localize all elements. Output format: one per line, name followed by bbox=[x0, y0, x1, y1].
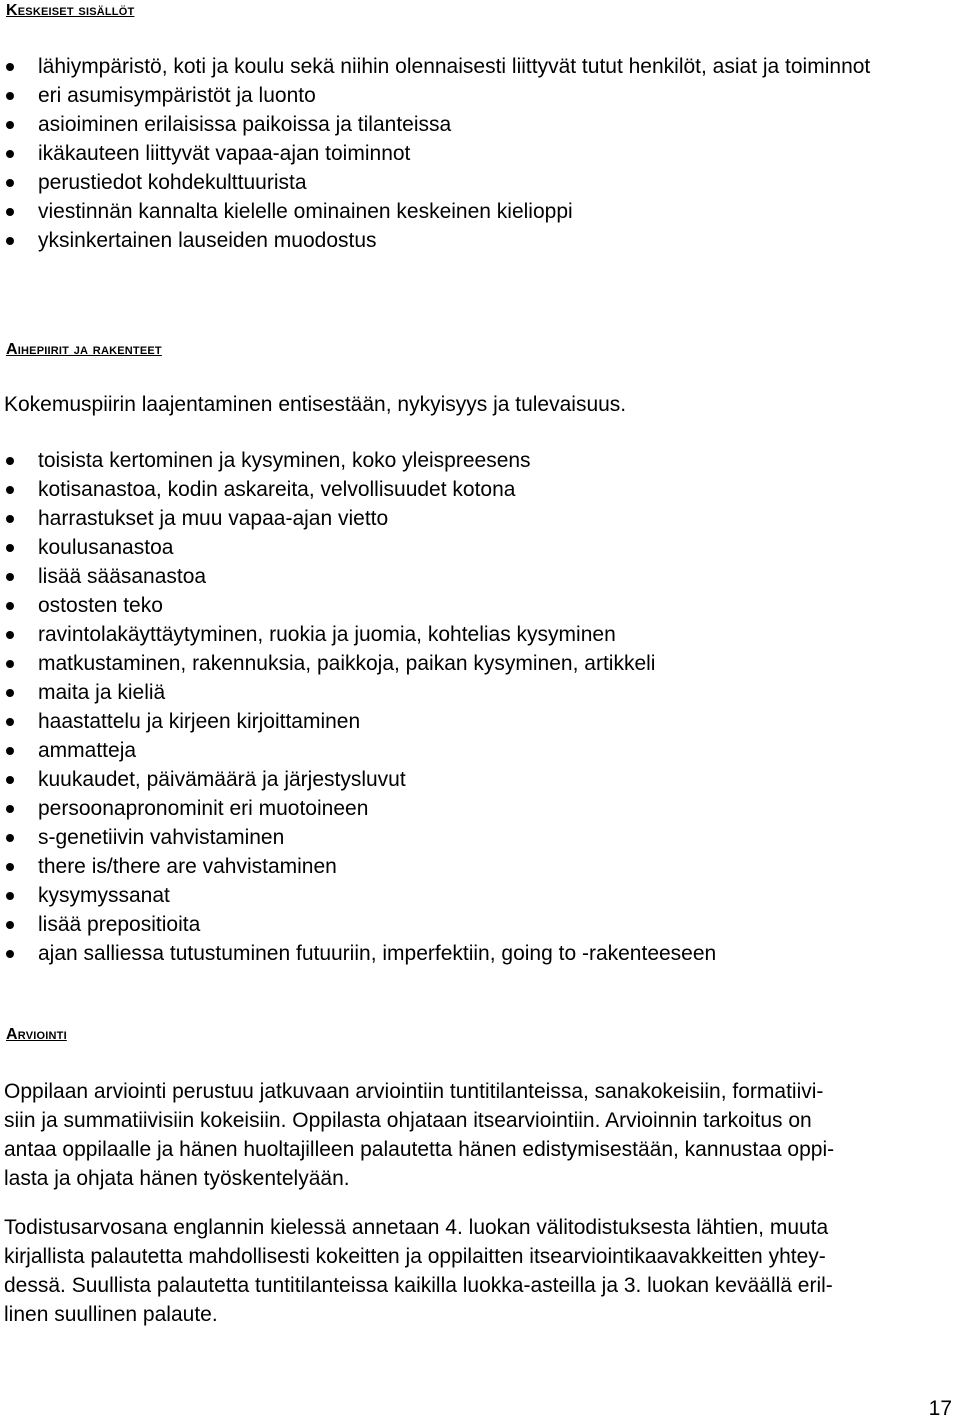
list-item: there is/there are vahvistaminen bbox=[0, 852, 888, 881]
list-item: ammatteja bbox=[0, 736, 888, 765]
bullet-icon bbox=[6, 179, 14, 187]
list-item: s-genetiivin vahvistaminen bbox=[0, 823, 888, 852]
heading-aihepiirit-ja-rakenteet: Aihepiirit ja rakenteet bbox=[6, 341, 162, 358]
list-item: viestinnän kannalta kielelle ominainen keskeinen kielioppi bbox=[0, 197, 888, 226]
list-item: ikäkauteen liittyvät vapaa-ajan toiminnot bbox=[0, 139, 888, 168]
list-item: maita ja kieliä bbox=[0, 678, 888, 707]
bullet-icon bbox=[6, 544, 14, 552]
list-item: eri asumisympäristöt ja luonto bbox=[0, 81, 888, 110]
bullet-icon bbox=[6, 63, 14, 71]
heading-keskeiset-sisallot: Keskeiset sisällöt bbox=[6, 2, 135, 19]
bullet-icon bbox=[6, 747, 14, 755]
bullet-icon bbox=[6, 950, 14, 958]
list-item: harrastukset ja muu vapaa-ajan vietto bbox=[0, 504, 888, 533]
list-item: ostosten teko bbox=[0, 591, 888, 620]
list-item: perustiedot kohdekulttuurista bbox=[0, 168, 888, 197]
bullet-icon bbox=[6, 237, 14, 245]
bullet-icon bbox=[6, 457, 14, 465]
bullet-icon bbox=[6, 150, 14, 158]
list-item: lisää sääsanastoa bbox=[0, 562, 888, 591]
arviointi-paragraph-2: Todistusarvosana englannin kielessä annetaan 4. luokan välitodistuksesta lähtien, muuta kirjallista palautetta mahdollisesti kokeitten ja oppilaitten itsearviointikaavakkeitten yhtey- dessä. Suullista palautetta tuntitilanteissa kaikilla luokka-asteilla ja 3. luokan keväällä eril- linen suullinen palaute. bbox=[4, 1216, 833, 1326]
list-item: asioiminen erilaisissa paikoissa ja tilanteissa bbox=[0, 110, 888, 139]
bullet-icon bbox=[6, 208, 14, 216]
aihepiirit-intro: Kokemuspiirin laajentaminen entisestään, nykyisyys ja tulevaisuus. bbox=[4, 393, 627, 416]
list-item: ravintolakäyttäytyminen, ruokia ja juomia, kohtelias kysyminen bbox=[0, 620, 888, 649]
bullet-icon bbox=[6, 660, 14, 668]
list-item: koulusanastoa bbox=[0, 533, 888, 562]
bullet-icon bbox=[6, 573, 14, 581]
list-item: persoonapronominit eri muotoineen bbox=[0, 794, 888, 823]
bullet-icon bbox=[6, 486, 14, 494]
list-item: lisää prepositioita bbox=[0, 910, 888, 939]
bullet-icon bbox=[6, 921, 14, 929]
arviointi-paragraph-1: Oppilaan arviointi perustuu jatkuvaan arviointiin tuntitilanteissa, sanakokeisiin, formatiivi- siin ja summatiivisiin kokeisiin. Oppilasta ohjataan itsearviointiin. Arvioinnin tarkoitus on antaa oppilaalle ja hänen huoltajilleen palautetta hänen edistymisestään, kannustaa oppi- lasta ja ohjata hänen työskentelyään. bbox=[4, 1080, 835, 1190]
list-item: ajan salliessa tutustuminen futuuriin, imperfektiin, going to -rakenteeseen bbox=[0, 939, 888, 968]
list-item: toisista kertominen ja kysyminen, koko yleispreesens bbox=[0, 446, 888, 475]
keskeiset-list bbox=[0, 52, 888, 255]
bullet-icon bbox=[6, 92, 14, 100]
list-item: kuukaudet, päivämäärä ja järjestysluvut bbox=[0, 765, 888, 794]
list-item: lähiympäristö, koti ja koulu sekä niihin olennaisesti liittyvät tutut henkilöt, asiat ja toiminnot bbox=[0, 52, 888, 81]
bullet-icon bbox=[6, 834, 14, 842]
bullet-icon bbox=[6, 892, 14, 900]
list-item: kysymyssanat bbox=[0, 881, 888, 910]
bullet-icon bbox=[6, 515, 14, 523]
bullet-icon bbox=[6, 121, 14, 129]
page-number: 17 bbox=[928, 1397, 952, 1420]
heading-arviointi: Arviointi bbox=[6, 1026, 67, 1043]
bullet-icon bbox=[6, 689, 14, 697]
bullet-icon bbox=[6, 718, 14, 726]
bullet-icon bbox=[6, 805, 14, 813]
bullet-icon bbox=[6, 776, 14, 784]
list-item: matkustaminen, rakennuksia, paikkoja, paikan kysyminen, artikkeli bbox=[0, 649, 888, 678]
bullet-icon bbox=[6, 602, 14, 610]
bullet-icon bbox=[6, 631, 14, 639]
aihepiirit-list bbox=[0, 446, 888, 968]
bullet-icon bbox=[6, 863, 14, 871]
list-item: haastattelu ja kirjeen kirjoittaminen bbox=[0, 707, 888, 736]
list-item: yksinkertainen lauseiden muodostus bbox=[0, 226, 888, 255]
list-item: kotisanastoa, kodin askareita, velvollisuudet kotona bbox=[0, 475, 888, 504]
